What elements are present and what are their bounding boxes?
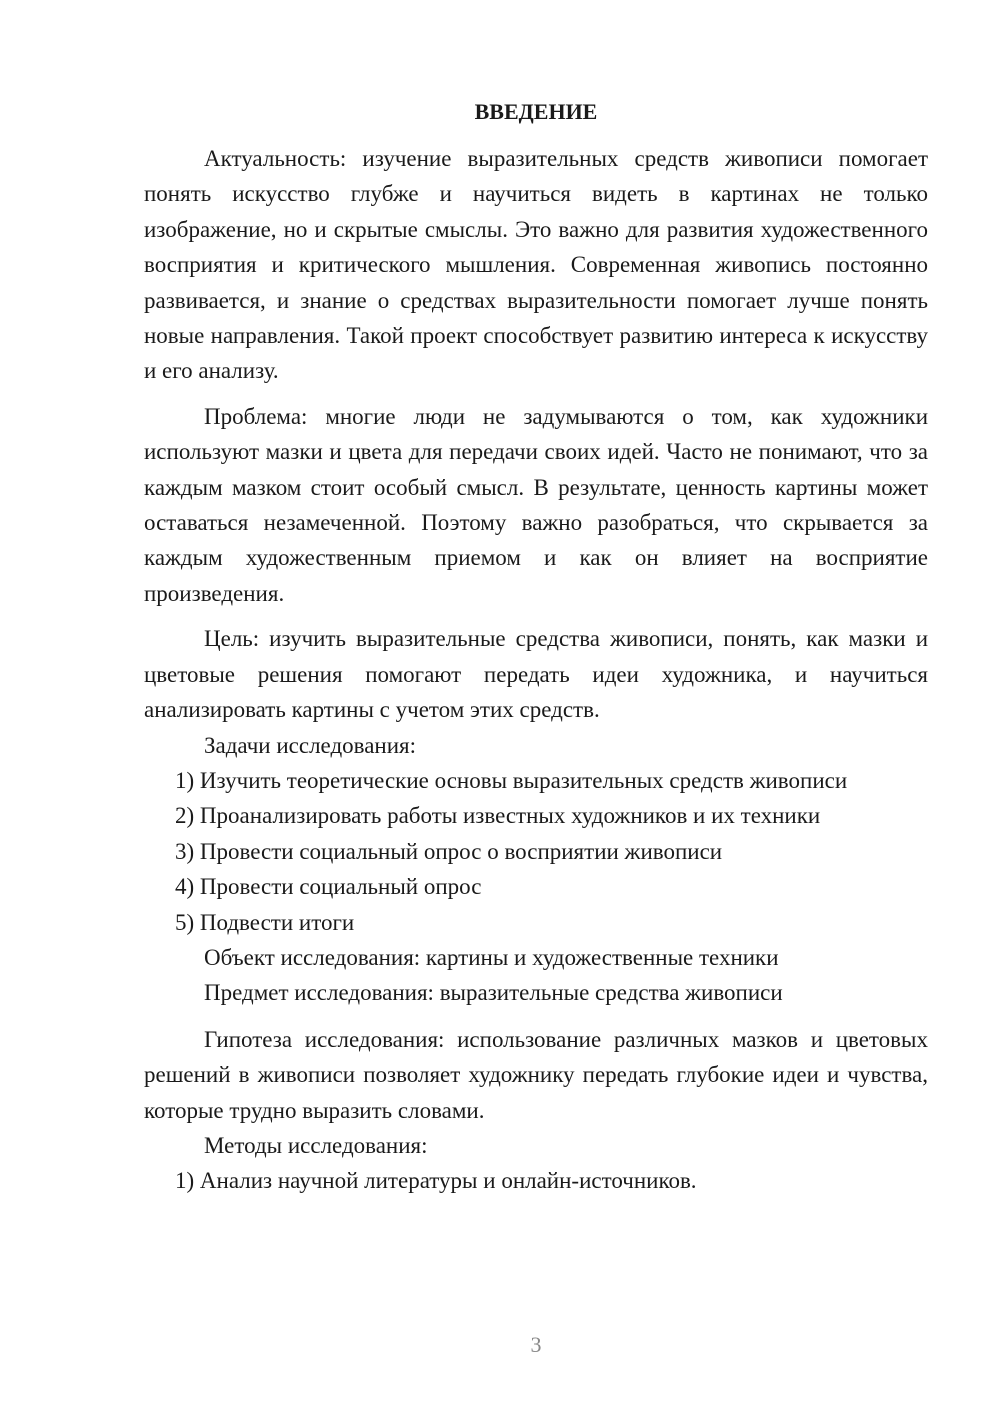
page-number: 3 (530, 1332, 542, 1357)
task-item-2: 2) Проанализировать работы известных художников и их техники (175, 803, 821, 829)
research-object: Объект исследования: картины и художественные техники (204, 944, 779, 970)
methods-heading: Методы исследования: (204, 1132, 428, 1158)
task-item-3: 3) Провести социальный опрос о восприятии живописи (175, 838, 723, 864)
research-subject: Предмет исследования: выразительные средства живописи (204, 980, 783, 1006)
hypothesis-paragraph: Гипотеза исследования: использование различных мазков и цветовых решений в живописи позволяет художнику передать глубокие идеи и чувства, которые трудно выразить словами. (144, 1026, 928, 1123)
method-item-1: 1) Анализ научной литературы и онлайн-источников. (175, 1168, 697, 1194)
section-title: ВВЕДЕНИЕ (474, 99, 598, 124)
goal-paragraph: Цель: изучить выразительные средства живописи, понять, как мазки и цветовые решения помогают передать идеи художника, и научиться анализировать картины с учетом этих средств. (144, 626, 928, 723)
page-body (144, 94, 928, 1199)
task-item-1: 1) Изучить теоретические основы выразительных средств живописи (175, 767, 848, 793)
task-item-5: 5) Подвести итоги (175, 909, 355, 935)
tasks-heading: Задачи исследования: (204, 732, 417, 758)
relevance-paragraph: Актуальность: изучение выразительных средств живописи помогает понять искусство глубже и научиться видеть в картинах не только изображение, но и скрытые смыслы. Это важно для развития художественного восприятия и критического мышления. Современная живопись постоянно развивается, и знание о средствах выразительности помогает лучше понять новые направления. Такой проект способствует развитию интереса к искусству и его анализу. (144, 146, 928, 384)
problem-paragraph: Проблема: многие люди не задумываются о том, как художники используют мазки и цвета для передачи своих идей. Часто не понимают, что за каждым мазком стоит особый смысл. В результате, ценность картины может оставаться незамеченной. Поэтому важно разобраться, что скрывается за каждым художественным приемом и как он влияет на восприятие произведения. (144, 403, 928, 606)
task-item-4: 4) Провести социальный опрос (175, 874, 482, 900)
